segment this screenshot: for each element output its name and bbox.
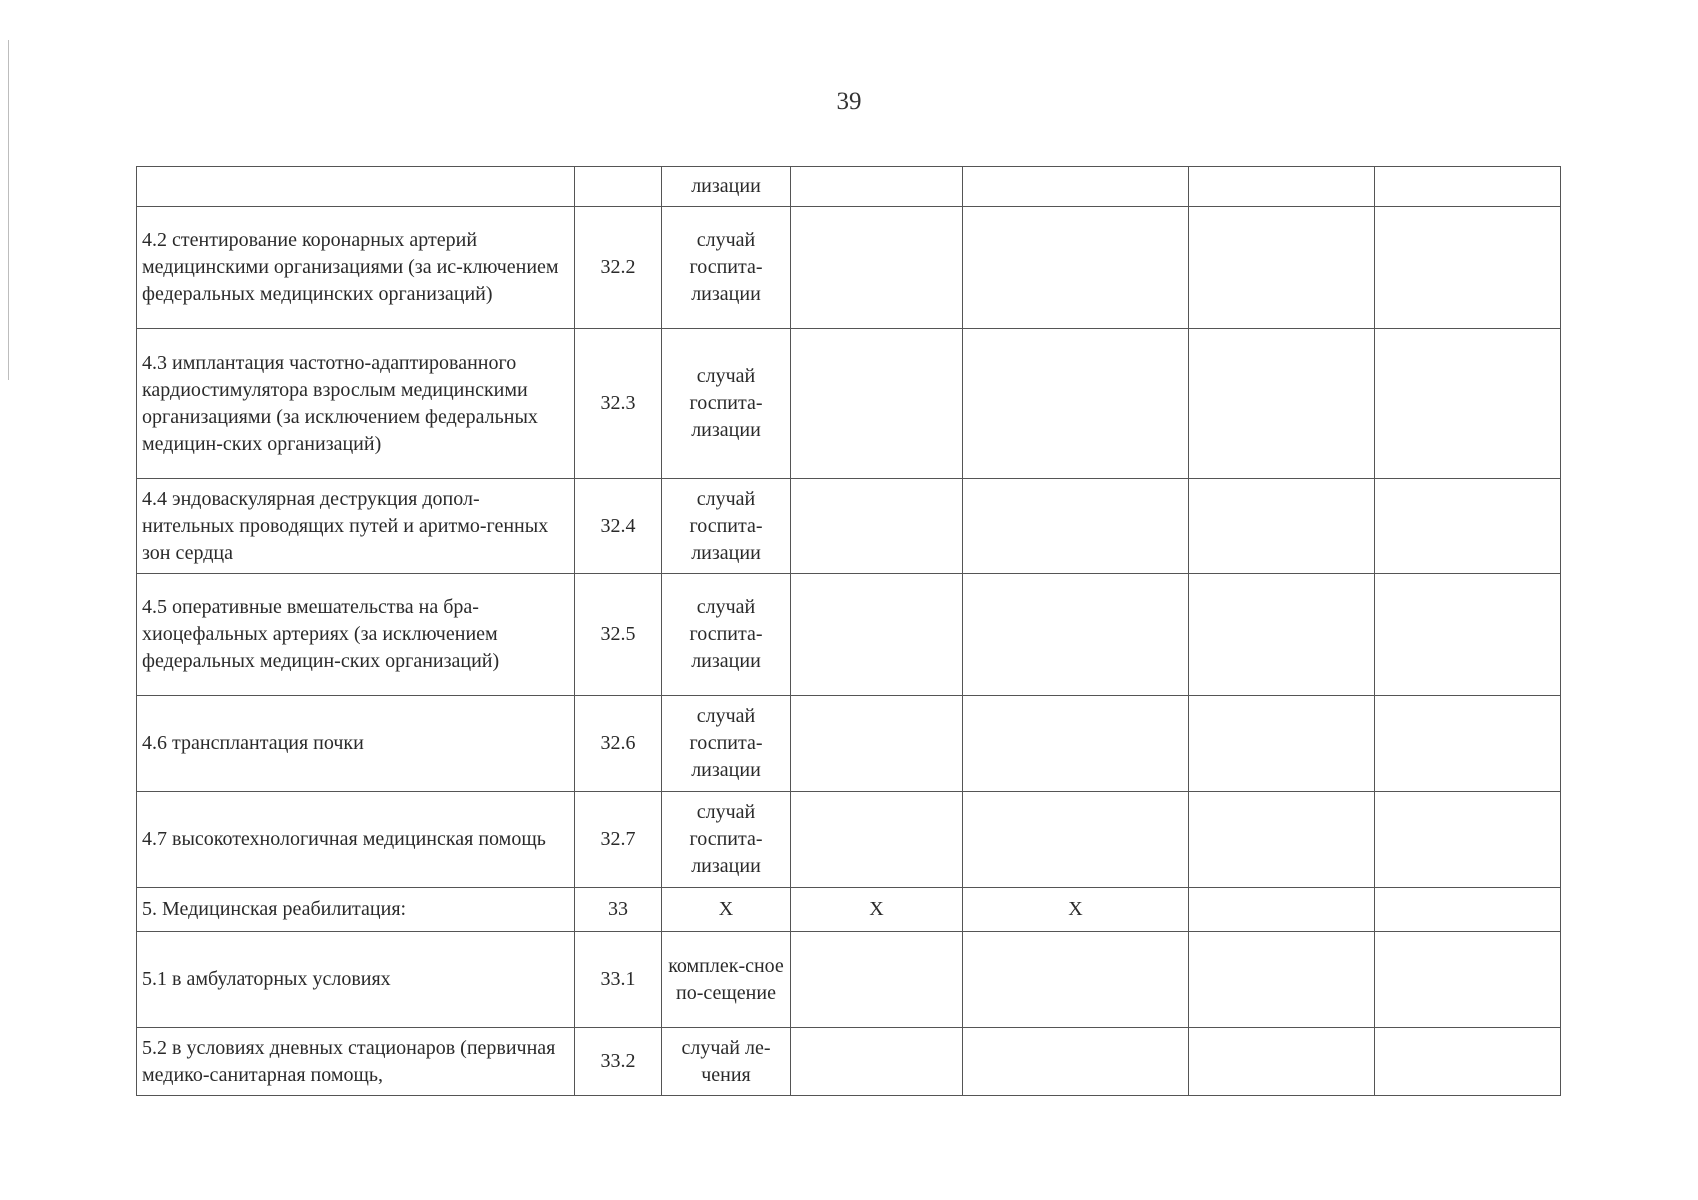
row-value-cell-6 [1189, 1028, 1375, 1096]
table-row [137, 696, 1561, 792]
row-unit-cell: случай госпита-лизации [662, 329, 791, 479]
row-value-cell-4 [791, 1028, 963, 1096]
row-value-cell-6 [1189, 888, 1375, 932]
row-code-cell: 32.2 [575, 207, 662, 329]
row-unit-cell: лизации [662, 167, 791, 207]
row-unit-cell: комплек-сное по-сещение [662, 932, 791, 1028]
row-name-cell: 5. Медицинская реабилитация: [137, 888, 575, 932]
row-code-cell: 32.6 [575, 696, 662, 792]
row-code-cell: 32.3 [575, 329, 662, 479]
row-value-cell-5 [963, 696, 1189, 792]
table-row [137, 329, 1561, 479]
row-code-cell: 33.2 [575, 1028, 662, 1096]
row-unit-cell: случай госпита-лизации [662, 792, 791, 888]
row-code-cell: 33.1 [575, 932, 662, 1028]
row-value-cell-4 [791, 574, 963, 696]
page-number: 39 [836, 88, 862, 115]
row-value-cell-5 [963, 932, 1189, 1028]
row-value-cell-7 [1375, 932, 1561, 1028]
row-value-cell-4 [791, 167, 963, 207]
row-value-cell-5 [963, 167, 1189, 207]
row-value-cell-7 [1375, 329, 1561, 479]
row-value-cell-7 [1375, 479, 1561, 574]
row-unit-cell: случай ле-чения [662, 1028, 791, 1096]
row-value-cell-5 [963, 792, 1189, 888]
table-row [137, 479, 1561, 574]
row-value-cell-4 [791, 932, 963, 1028]
row-value-cell-7 [1375, 792, 1561, 888]
row-code-cell: 32.4 [575, 479, 662, 574]
row-value-cell-4 [791, 207, 963, 329]
row-name-cell: 4.3 имплантация частотно-адаптированного кардиостимулятора взрослым медицинскими организациями (за исключением федеральных медицин-ских организаций) [137, 329, 575, 479]
table-row [137, 574, 1561, 696]
row-value-cell-5 [963, 329, 1189, 479]
row-value-cell-4 [791, 792, 963, 888]
row-value-cell-6 [1189, 479, 1375, 574]
row-name-cell: 5.2 в условиях дневных стационаров (первичная медико-санитарная помощь, [137, 1028, 575, 1096]
row-value-cell-5 [963, 1028, 1189, 1096]
row-value-cell-6 [1189, 932, 1375, 1028]
row-value-cell-4 [791, 329, 963, 479]
row-unit-cell: случай госпита-лизации [662, 696, 791, 792]
row-value-cell-7 [1375, 207, 1561, 329]
row-unit-cell: X [662, 888, 791, 932]
row-name-cell [137, 167, 575, 207]
row-value-cell-4 [791, 696, 963, 792]
row-name-cell: 4.2 стентирование коронарных артерий медицинскими организациями (за ис-ключением федеральных медицинских организаций) [137, 207, 575, 329]
data-table [136, 166, 1561, 1096]
row-value-cell-6 [1189, 792, 1375, 888]
table-row [137, 888, 1561, 932]
row-value-cell-7 [1375, 888, 1561, 932]
row-value-cell-7 [1375, 1028, 1561, 1096]
table-row [137, 1028, 1561, 1096]
row-value-cell-4: X [791, 888, 963, 932]
row-value-cell-6 [1189, 207, 1375, 329]
row-value-cell-5: X [963, 888, 1189, 932]
row-name-cell: 4.6 трансплантация почки [137, 696, 575, 792]
row-value-cell-7 [1375, 167, 1561, 207]
row-code-cell [575, 167, 662, 207]
row-value-cell-6 [1189, 574, 1375, 696]
table-row [137, 932, 1561, 1028]
table-row [137, 792, 1561, 888]
row-value-cell-5 [963, 574, 1189, 696]
row-name-cell: 4.4 эндоваскулярная деструкция допол-нительных проводящих путей и аритмо-генных зон сердца [137, 479, 575, 574]
row-value-cell-7 [1375, 574, 1561, 696]
row-value-cell-6 [1189, 696, 1375, 792]
row-value-cell-4 [791, 479, 963, 574]
row-name-cell: 4.7 высокотехнологичная медицинская помощь [137, 792, 575, 888]
row-code-cell: 33 [575, 888, 662, 932]
row-value-cell-5 [963, 207, 1189, 329]
row-name-cell: 4.5 оперативные вмешательства на бра-хиоцефальных артериях (за исключением федеральных медицин-ских организаций) [137, 574, 575, 696]
row-unit-cell: случай госпита-лизации [662, 207, 791, 329]
row-code-cell: 32.5 [575, 574, 662, 696]
table-body [137, 167, 1561, 1096]
table-row [137, 167, 1561, 207]
table-row [137, 207, 1561, 329]
row-value-cell-6 [1189, 329, 1375, 479]
row-value-cell-7 [1375, 696, 1561, 792]
row-unit-cell: случай госпита-лизации [662, 574, 791, 696]
row-value-cell-6 [1189, 167, 1375, 207]
row-code-cell: 32.7 [575, 792, 662, 888]
row-name-cell: 5.1 в амбулаторных условиях [137, 932, 575, 1028]
row-unit-cell: случай госпита-лизации [662, 479, 791, 574]
row-value-cell-5 [963, 479, 1189, 574]
